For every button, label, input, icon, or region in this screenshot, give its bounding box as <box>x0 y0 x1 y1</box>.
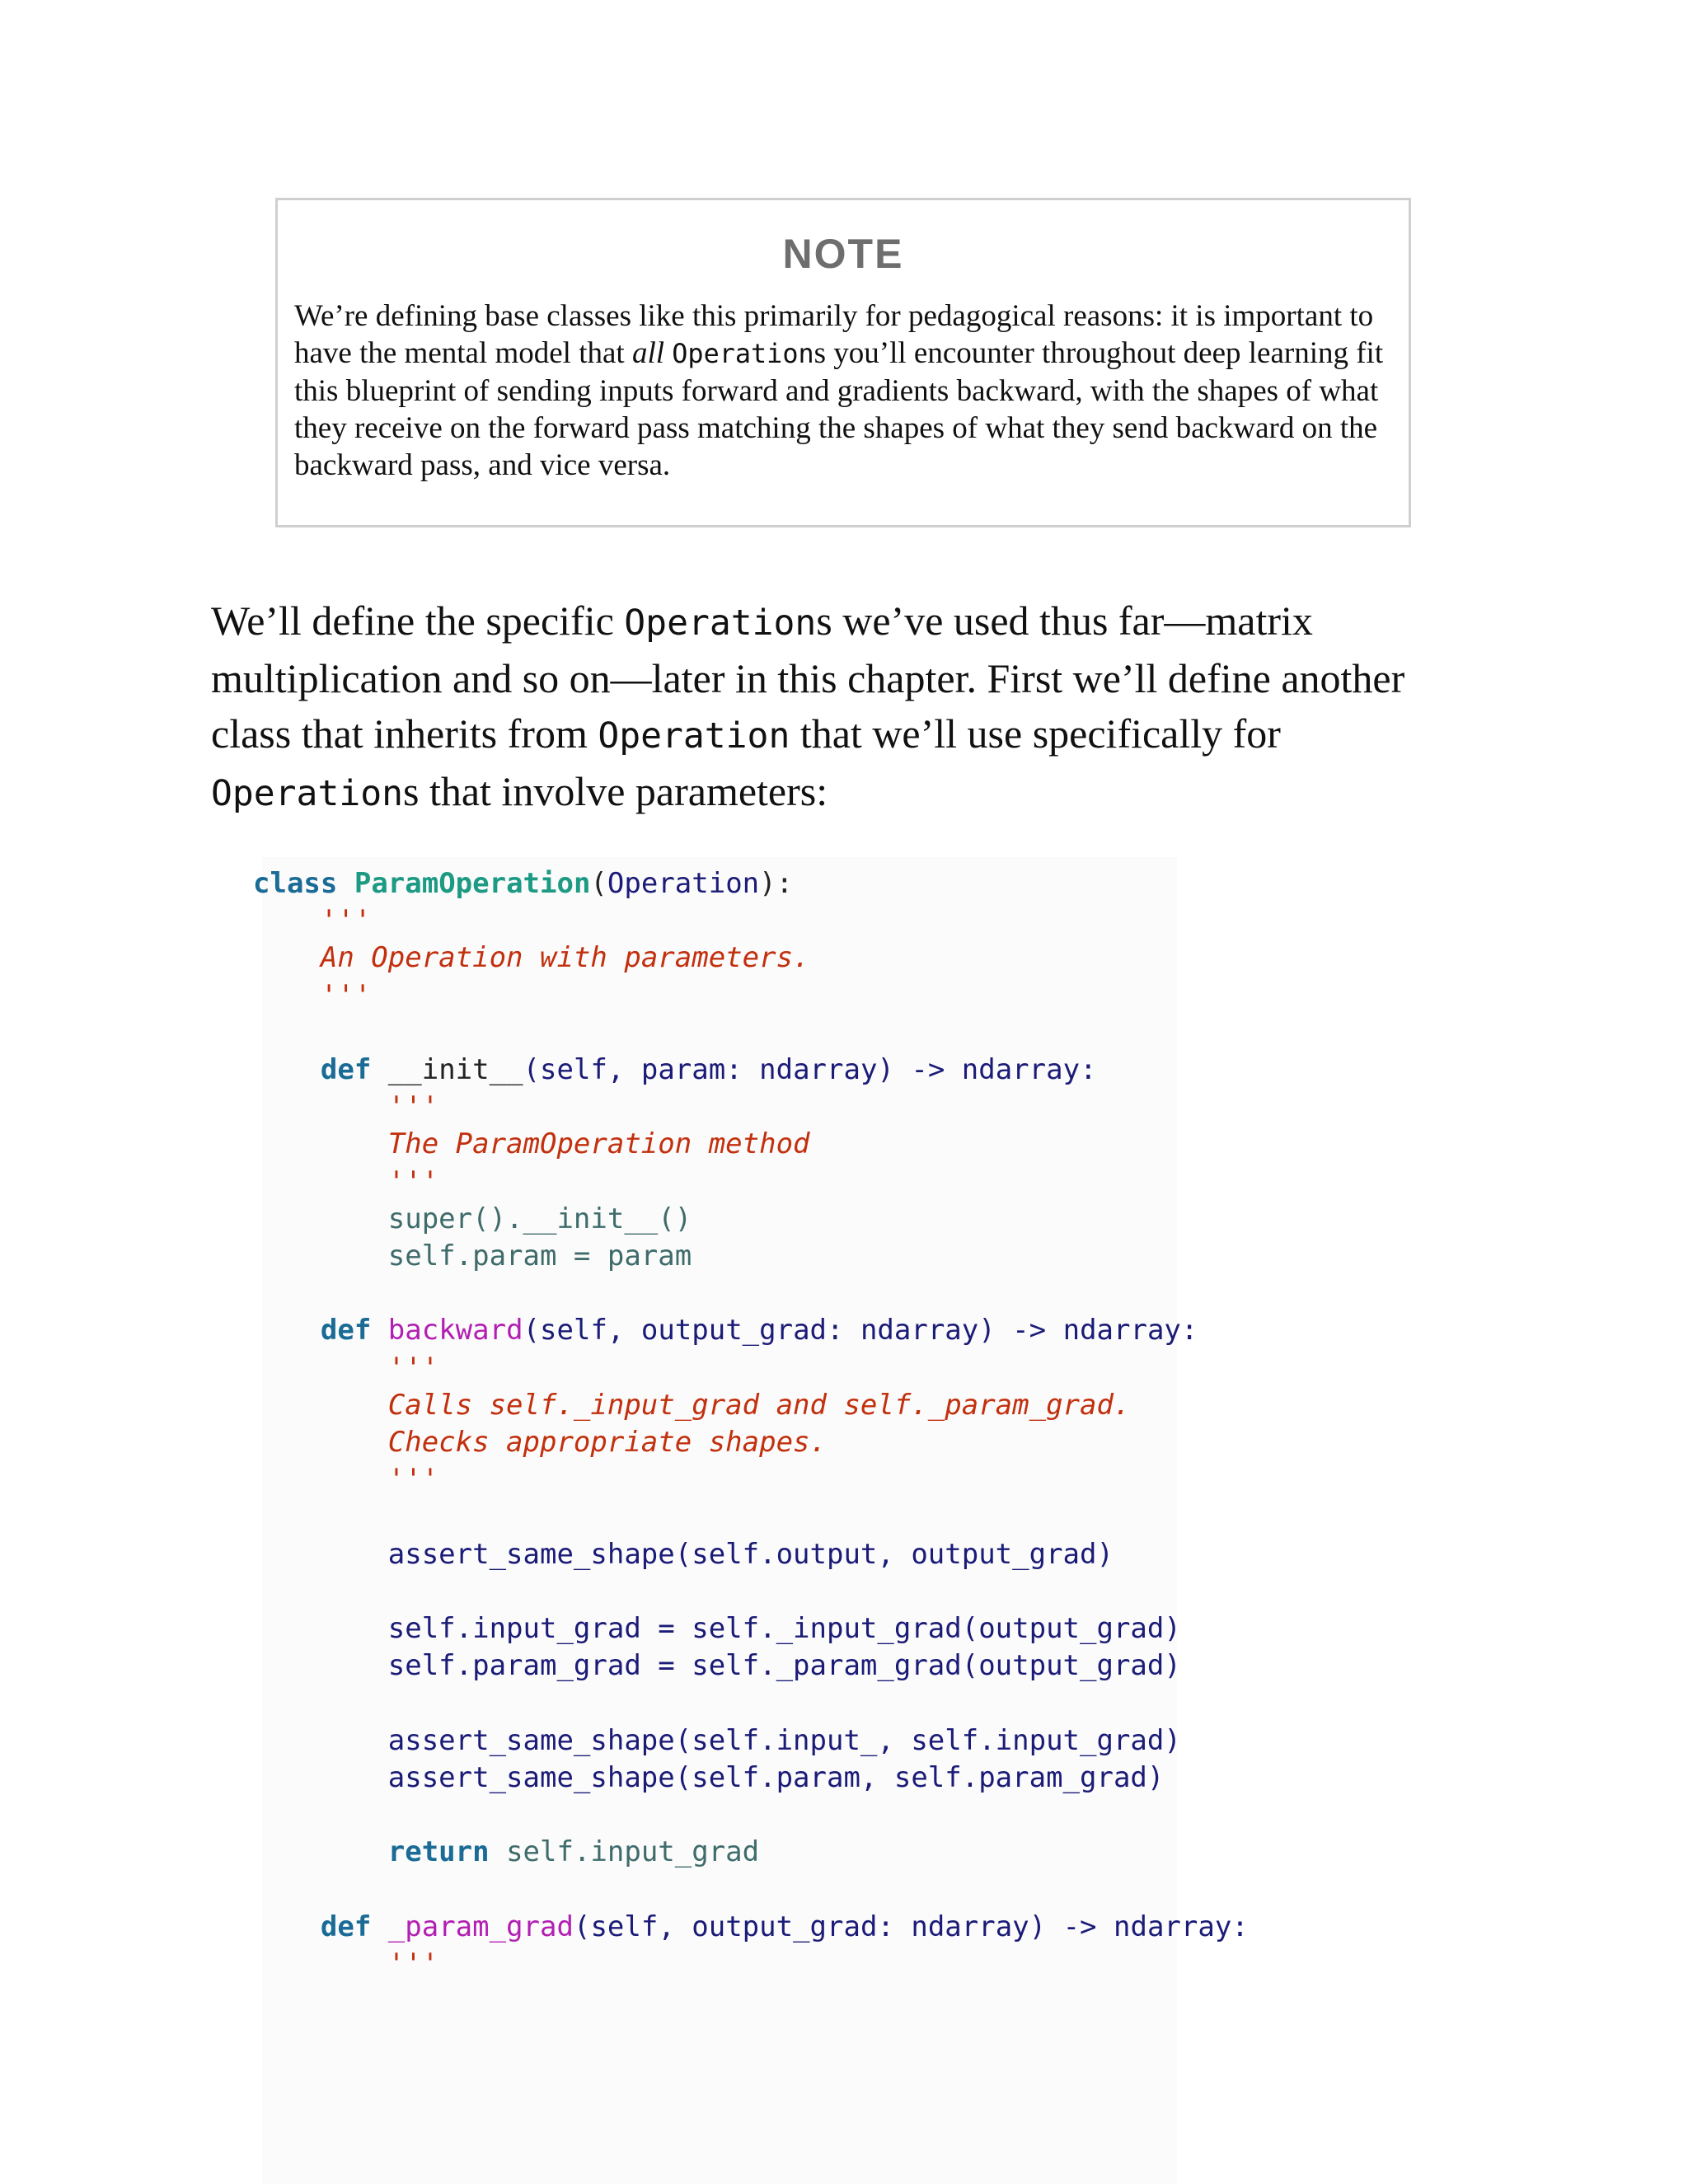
init-signature: (self, param: ndarray) -> ndarray: <box>523 1053 1097 1087</box>
init-docstring: The ParamOperation method <box>387 1127 810 1161</box>
assert-output-shape: assert_same_shape(self.output, output_grad) <box>387 1537 1114 1571</box>
para-text: We’ll define the specific <box>211 598 625 644</box>
assert-input-shape: assert_same_shape(self.input_, self.input_grad) <box>387 1723 1181 1757</box>
inline-code: Operation <box>598 715 790 757</box>
docstring-quotes: ''' <box>387 1165 439 1198</box>
note-title: NOTE <box>782 231 904 277</box>
note-text-part: We’re defining base classes like this primarily for pedagogical reasons: it is important to have the mental model that <box>294 299 1374 370</box>
init-method-name: __init__ <box>387 1053 523 1087</box>
docstring-quotes: ''' <box>320 904 372 938</box>
para-text: s that involve parameters: <box>403 768 828 814</box>
class-keyword: class <box>253 867 338 900</box>
note-body <box>294 298 1392 484</box>
assign-param-grad: self.param_grad = self._param_grad(output_grad) <box>387 1649 1181 1683</box>
note-text-part: s you’ll encounter throughout deep learning fit this blueprint of sending inputs forward and gradients backward, with the shapes of what they receive on the forward pass matching the shapes of what they send backward on the backward pass, and vice versa. <box>294 336 1384 482</box>
return-value: self.input_grad <box>506 1835 760 1869</box>
inline-code: Operation <box>211 773 403 814</box>
base-class: Operation <box>607 867 760 900</box>
param-grad-method-name: _param_grad <box>387 1910 574 1943</box>
docstring-quotes: ''' <box>387 1351 439 1385</box>
assert-param-shape: assert_same_shape(self.param, self.param_grad) <box>387 1760 1165 1794</box>
backward-method-name: backward <box>387 1314 523 1347</box>
backward-docstring-line: Checks appropriate shapes. <box>387 1426 827 1460</box>
return-keyword: return <box>387 1835 490 1869</box>
body-paragraph <box>211 593 1447 822</box>
class-name: ParamOperation <box>354 867 591 900</box>
backward-docstring-line: Calls self._input_grad and self._param_grad. <box>387 1388 1131 1422</box>
docstring-quotes: ''' <box>320 978 372 1012</box>
note-emphasis: all <box>631 336 665 370</box>
param-grad-signature: (self, output_grad: ndarray) -> ndarray: <box>573 1910 1249 1943</box>
def-keyword: def <box>320 1910 372 1943</box>
assign-input-grad: self.input_grad = self._input_grad(output_grad) <box>387 1612 1181 1646</box>
note-inline-code: Operation <box>672 338 814 369</box>
code-listing: class ParamOperation(Operation): ''' An Operation with parameters. ''' def __init__(self, param: ndarray) -> ndarray: ''' The ParamOperation method ''' super().__init__() self.param = param def backward(self, output_grad: ndarray) -> ndarray: ''' Calls self._input_grad and self._param_grad. Checks appropriate shapes. ''' assert_same_shape(self.output, output_grad) self.input_grad = self._input_grad(output_grad) self.param_grad = self._param_grad(output_grad) assert_same_shape(self.input_, self.input_grad) assert_same_shape(self.param, self.param_grad) return self.input_grad def _param_grad(self, output_grad: ndarray) -> ndarray: ''' <box>253 867 1249 1980</box>
note-box <box>275 198 1411 527</box>
def-keyword: def <box>320 1053 372 1087</box>
class-docstring: An Operation with parameters. <box>320 941 810 975</box>
super-call: super().__init__() <box>387 1202 692 1235</box>
para-text: that we’ll use specifically for <box>790 710 1281 757</box>
assign-param: self.param = param <box>387 1240 692 1273</box>
def-keyword: def <box>320 1314 372 1347</box>
para-text: s we’ve used thus far—matrix multiplication and so on—later in this chapter. First we’ll define another class that inherits from <box>211 598 1405 757</box>
docstring-quotes: ''' <box>387 1463 439 1497</box>
backward-signature: (self, output_grad: ndarray) -> ndarray: <box>523 1314 1198 1347</box>
docstring-quotes: ''' <box>387 1090 439 1124</box>
inline-code: Operation <box>624 602 817 644</box>
docstring-quotes: ''' <box>387 1947 439 1980</box>
